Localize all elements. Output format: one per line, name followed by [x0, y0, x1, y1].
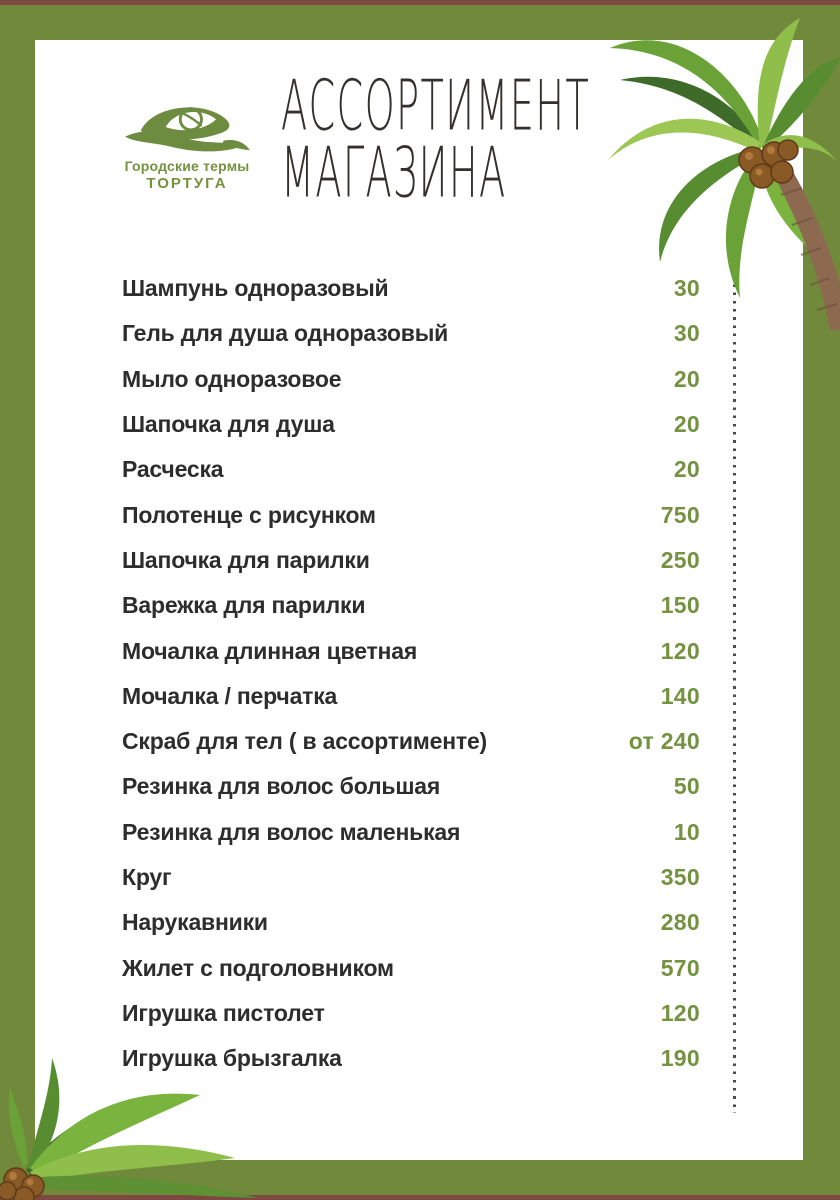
item-label: Расческа	[122, 456, 224, 483]
brand-name: Городские термы	[124, 158, 250, 174]
item-label: Мыло одноразовое	[122, 365, 342, 392]
list-item	[122, 447, 700, 492]
item-price: 120	[660, 999, 700, 1026]
palm-tree-icon	[560, 10, 840, 330]
item-label: Жилет с подголовником	[122, 954, 394, 981]
item-label: Мочалка / перчатка	[122, 682, 338, 709]
item-label: Варежка для парилки	[122, 592, 366, 619]
item-label: Полотенце с рисунком	[122, 501, 376, 528]
item-label: Мочалка длинная цветная	[122, 637, 418, 664]
item-label: Игрушка пистолет	[122, 999, 325, 1026]
palm-frond-icon	[0, 1040, 270, 1200]
item-price: 20	[673, 411, 700, 438]
item-price: 120	[660, 637, 700, 664]
item-label: Гель для душа одноразовый	[122, 320, 449, 347]
dotted-divider	[733, 268, 736, 1113]
price-list	[122, 266, 700, 1081]
list-item	[122, 945, 700, 990]
item-price: 280	[660, 909, 700, 936]
list-item	[122, 402, 700, 447]
list-item	[122, 855, 700, 900]
item-label: Скраб для тел ( в ассортименте)	[122, 728, 488, 755]
item-price: 20	[673, 456, 700, 483]
item-price: 250	[660, 546, 700, 573]
brand-logo	[112, 98, 262, 192]
item-label: Игрушка брызгалка	[122, 1045, 342, 1072]
list-item	[122, 538, 700, 583]
list-item	[122, 628, 700, 673]
item-price: 10	[673, 818, 700, 845]
item-label: Шампунь одноразовый	[122, 275, 389, 302]
item-price: 30	[673, 275, 700, 302]
item-price: 750	[660, 501, 700, 528]
item-price: 190	[660, 1045, 700, 1072]
item-price: 150	[660, 592, 700, 619]
item-label: Резинка для волос маленькая	[122, 818, 461, 845]
list-item	[122, 357, 700, 402]
brand-title: ТОРТУГА	[146, 175, 228, 192]
list-item	[122, 900, 700, 945]
turtle-leaf-icon	[121, 98, 253, 156]
title-line2: МАГАЗИНА	[281, 131, 507, 214]
list-item	[122, 991, 700, 1036]
list-item	[122, 583, 700, 628]
list-item	[122, 810, 700, 855]
item-price: 20	[673, 365, 700, 392]
list-item	[122, 674, 700, 719]
item-label: Шапочка для парилки	[122, 546, 370, 573]
item-label: Нарукавники	[122, 909, 268, 936]
top-trim-line	[0, 0, 840, 5]
item-price: 30	[673, 320, 700, 347]
item-price: 570	[660, 954, 700, 981]
item-price: 140	[660, 682, 700, 709]
item-label: Шапочка для душа	[122, 411, 335, 438]
item-price: 50	[673, 773, 700, 800]
list-item	[122, 719, 700, 764]
item-label: Резинка для волос большая	[122, 773, 441, 800]
item-price: от 240	[628, 728, 700, 755]
item-label: Круг	[122, 864, 172, 890]
list-item	[122, 764, 700, 809]
title-line1: АССОРТИМЕНТ	[281, 64, 591, 147]
item-price: 350	[660, 864, 700, 890]
list-item	[122, 492, 700, 537]
